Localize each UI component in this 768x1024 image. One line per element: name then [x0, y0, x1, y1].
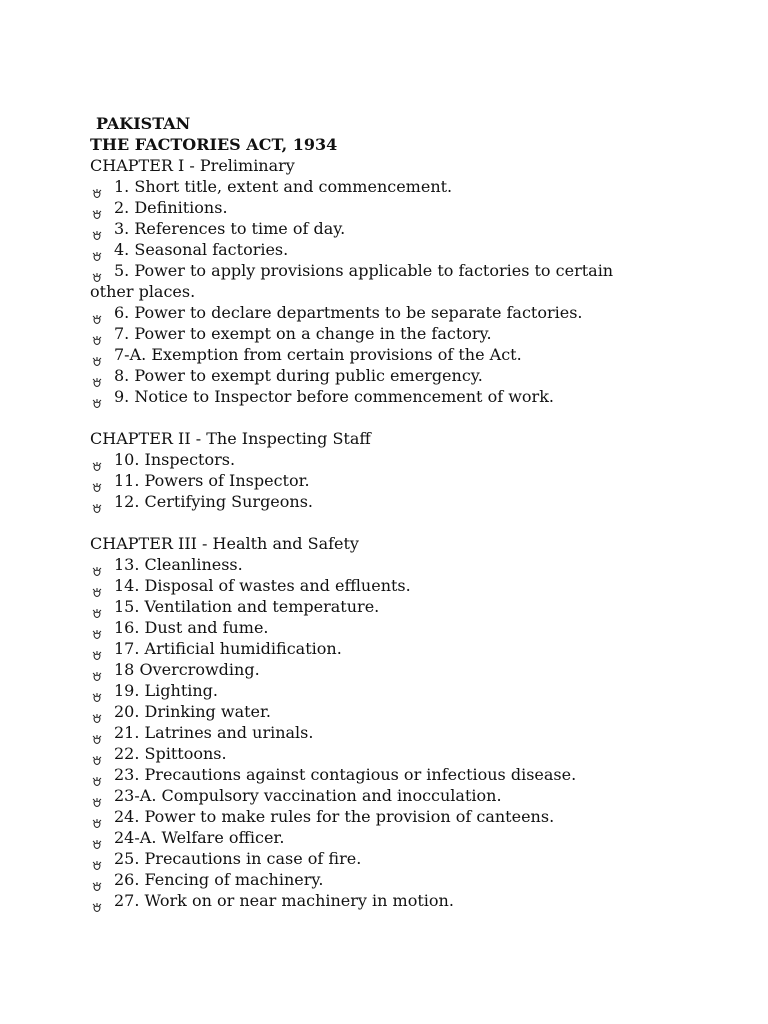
hand-pointer-bullet-icon — [92, 350, 102, 359]
hand-pointer-bullet-icon — [92, 560, 102, 569]
act-title: THE FACTORIES ACT, 1934 — [90, 135, 338, 154]
hand-pointer-bullet-icon — [92, 224, 102, 233]
toc-item-label: 27. Work on or near machinery in motion. — [114, 891, 454, 910]
hand-pointer-bullet-icon — [92, 476, 102, 485]
toc-item-label: 6. Power to declare departments to be separate factories. — [114, 303, 583, 322]
hand-pointer-bullet-icon — [92, 266, 102, 275]
toc-item-label: 13. Cleanliness. — [114, 555, 243, 574]
toc-item[interactable] — [90, 617, 690, 638]
toc-item-label-continued: other places. — [90, 282, 196, 301]
toc-item[interactable] — [90, 743, 690, 764]
toc-item[interactable] — [90, 596, 690, 617]
toc-item[interactable] — [90, 365, 690, 386]
hand-pointer-bullet-icon — [92, 749, 102, 758]
toc-item[interactable] — [90, 176, 690, 197]
toc-item[interactable] — [90, 827, 690, 848]
toc-item[interactable] — [90, 554, 690, 575]
hand-pointer-bullet-icon — [92, 875, 102, 884]
hand-pointer-bullet-icon — [92, 497, 102, 506]
hand-pointer-bullet-icon — [92, 728, 102, 737]
toc-item-label: 16. Dust and fume. — [114, 618, 269, 637]
toc-item-label: 4. Seasonal factories. — [114, 240, 289, 259]
toc-item-label: 7. Power to exempt on a change in the factory. — [114, 324, 492, 343]
toc-item-label: 1. Short title, extent and commencement. — [114, 177, 453, 196]
toc-item-label: 5. Power to apply provisions applicable to factories to certain — [114, 261, 614, 280]
hand-pointer-bullet-icon — [92, 665, 102, 674]
toc-item-label: 25. Precautions in case of fire. — [114, 849, 362, 868]
toc-item-label: 7-A. Exemption from certain provisions of the Act. — [114, 345, 522, 364]
toc-item[interactable] — [90, 722, 690, 743]
toc-item-label: 19. Lighting. — [114, 681, 218, 700]
toc-item-label: 12. Certifying Surgeons. — [114, 492, 314, 511]
toc-item[interactable] — [90, 239, 690, 260]
hand-pointer-bullet-icon — [92, 812, 102, 821]
hand-pointer-bullet-icon — [92, 686, 102, 695]
document-body — [90, 113, 690, 911]
hand-pointer-bullet-icon — [92, 371, 102, 380]
toc-item-label: 2. Definitions. — [114, 198, 228, 217]
toc-item[interactable] — [90, 806, 690, 827]
toc-item[interactable] — [90, 701, 690, 722]
toc-item-label: 8. Power to exempt during public emergency. — [114, 366, 483, 385]
toc-item[interactable] — [90, 764, 690, 785]
toc-item[interactable] — [90, 659, 690, 680]
hand-pointer-bullet-icon — [92, 581, 102, 590]
toc-item[interactable] — [90, 218, 690, 239]
chapter-heading: CHAPTER I - Preliminary — [90, 156, 295, 175]
country-heading: PAKISTAN — [96, 114, 191, 133]
toc-item-label: 17. Artificial humidification. — [114, 639, 342, 658]
toc-item-label: 24. Power to make rules for the provision of canteens. — [114, 807, 555, 826]
toc-item-label: 10. Inspectors. — [114, 450, 236, 469]
toc-item-label: 26. Fencing of machinery. — [114, 870, 324, 889]
hand-pointer-bullet-icon — [92, 329, 102, 338]
toc-item[interactable] — [90, 197, 690, 218]
hand-pointer-bullet-icon — [92, 182, 102, 191]
hand-pointer-bullet-icon — [92, 833, 102, 842]
chapter-list — [90, 155, 690, 911]
hand-pointer-bullet-icon — [92, 623, 102, 632]
toc-item[interactable] — [90, 323, 690, 344]
hand-pointer-bullet-icon — [92, 644, 102, 653]
toc-item-label: 18 Overcrowding. — [114, 660, 260, 679]
chapter-heading: CHAPTER III - Health and Safety — [90, 534, 359, 553]
toc-item[interactable] — [90, 890, 690, 911]
toc-item-label: 15. Ventilation and temperature. — [114, 597, 380, 616]
hand-pointer-bullet-icon — [92, 602, 102, 611]
toc-item-label: 3. References to time of day. — [114, 219, 346, 238]
hand-pointer-bullet-icon — [92, 245, 102, 254]
toc-item[interactable] — [90, 260, 690, 302]
chapter-spacer — [90, 512, 690, 533]
hand-pointer-bullet-icon — [92, 854, 102, 863]
hand-pointer-bullet-icon — [92, 308, 102, 317]
hand-pointer-bullet-icon — [92, 770, 102, 779]
hand-pointer-bullet-icon — [92, 896, 102, 905]
toc-item[interactable] — [90, 869, 690, 890]
toc-item[interactable] — [90, 491, 690, 512]
toc-item-label: 14. Disposal of wastes and effluents. — [114, 576, 411, 595]
toc-item-label: 21. Latrines and urinals. — [114, 723, 314, 742]
chapter-heading: CHAPTER II - The Inspecting Staff — [90, 429, 371, 448]
hand-pointer-bullet-icon — [92, 455, 102, 464]
toc-item-label: 22. Spittoons. — [114, 744, 227, 763]
toc-item[interactable] — [90, 638, 690, 659]
toc-item[interactable] — [90, 680, 690, 701]
hand-pointer-bullet-icon — [92, 707, 102, 716]
toc-item[interactable] — [90, 344, 690, 365]
hand-pointer-bullet-icon — [92, 392, 102, 401]
hand-pointer-bullet-icon — [92, 203, 102, 212]
toc-item[interactable] — [90, 470, 690, 491]
hand-pointer-bullet-icon — [92, 791, 102, 800]
toc-item[interactable] — [90, 386, 690, 407]
toc-item-label: 24-A. Welfare officer. — [114, 828, 285, 847]
toc-item-label: 11. Powers of Inspector. — [114, 471, 310, 490]
toc-item[interactable] — [90, 785, 690, 806]
toc-item-label: 23-A. Compulsory vaccination and inocculation. — [114, 786, 502, 805]
toc-item[interactable] — [90, 848, 690, 869]
toc-item-label: 20. Drinking water. — [114, 702, 271, 721]
toc-item-label: 23. Precautions against contagious or infectious disease. — [114, 765, 577, 784]
toc-item[interactable] — [90, 575, 690, 596]
toc-item[interactable] — [90, 302, 690, 323]
toc-item-label: 9. Notice to Inspector before commencement of work. — [114, 387, 554, 406]
chapter-spacer — [90, 407, 690, 428]
toc-item[interactable] — [90, 449, 690, 470]
